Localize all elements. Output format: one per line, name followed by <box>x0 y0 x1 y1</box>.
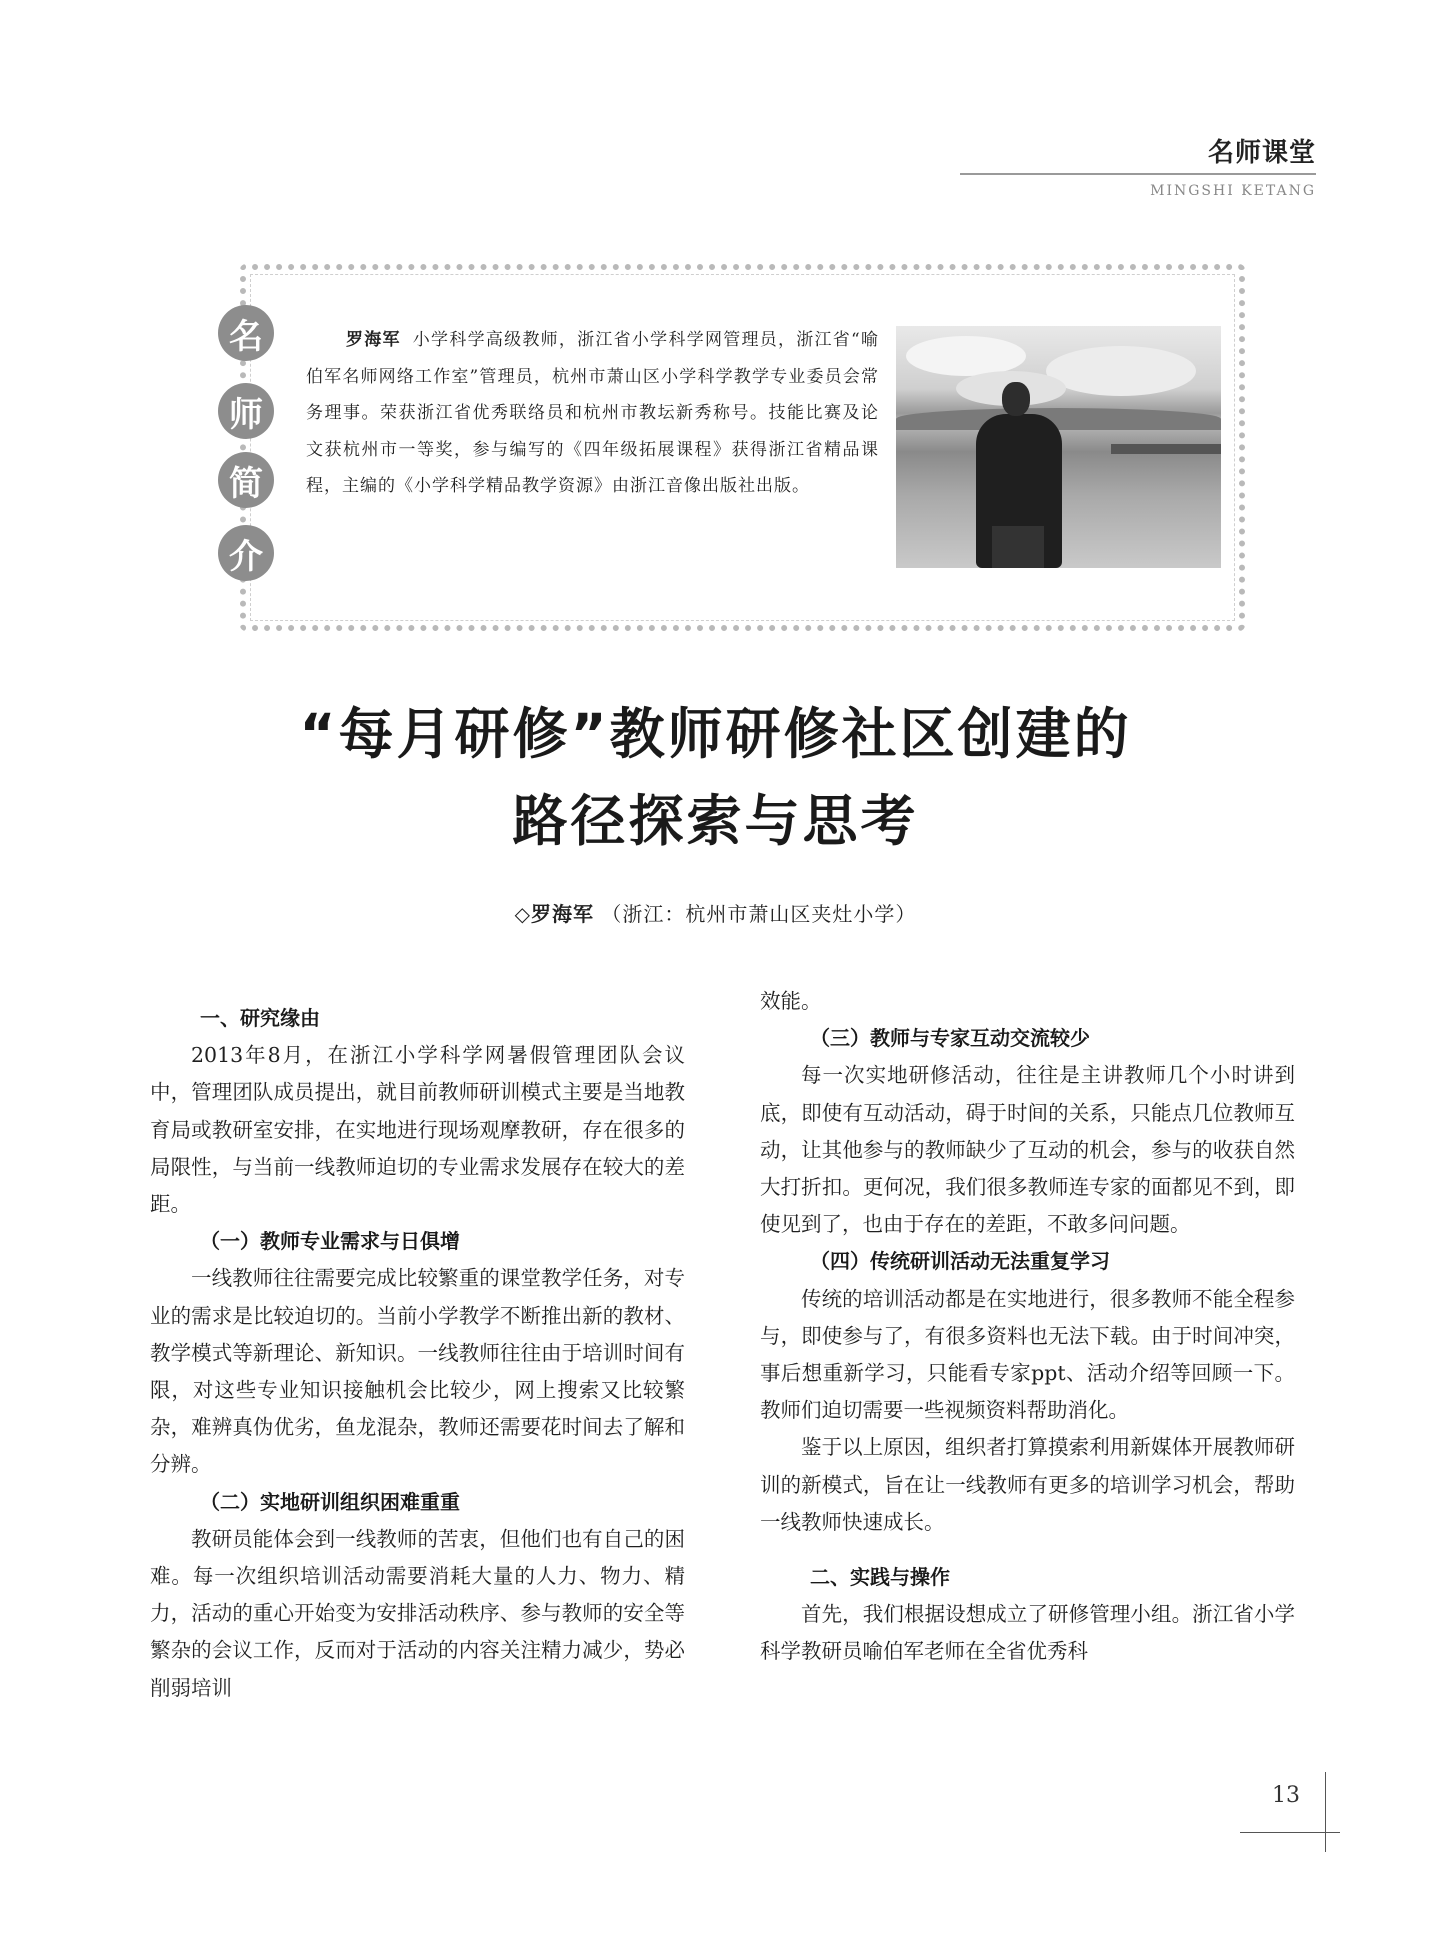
body-paragraph-continued: 效能。 <box>760 989 822 1013</box>
body-paragraph: 每一次实地研修活动，往往是主讲教师几个小时讲到底，即使有互动活动，碍于时间的关系，只能点几位教师互动，让其他参与的教师缺少了互动的机会，参与的收获自然大打折扣。更何况，我们很多教师连专家的面都见不到，即使见到了，也由于存在的差距，不敢多问问题。 <box>760 1063 1295 1237</box>
photo-person-head <box>1002 382 1030 416</box>
subsection-heading: （二）实地研训组织困难重重 <box>200 1489 460 1514</box>
section-subtitle: MINGSHI KETANG <box>1150 183 1316 199</box>
seal-char-2: 师 <box>218 383 274 439</box>
diamond-icon: ◇ <box>514 902 532 926</box>
author-photo <box>896 326 1221 568</box>
article-title-line-1: “每月研修”教师研修社区创建的 <box>299 702 1132 766</box>
seal-char-1: 名 <box>218 305 274 361</box>
photo-cloud <box>906 336 1026 376</box>
seal-char-3: 简 <box>218 452 274 508</box>
photo-hills <box>896 408 1221 430</box>
body-paragraph: 传统的培训活动都是在实地进行，很多教师不能全程参与，即使参与了，有很多资料也无法下载。由于时间冲突，事后想重新学习，只能看专家ppt、活动介绍等回顾一下。教师们迫切需要一些视频资料帮助消化。 <box>760 1286 1295 1423</box>
photo-pier <box>1111 444 1221 454</box>
bio-text <box>306 322 879 505</box>
body-paragraph: 教研员能体会到一线教师的苦衷，但他们也有自己的困难。每一次组织培训活动需要消耗大量的人力、物力、精力，活动的重心开始变为安排活动秩序、参与教师的安全等繁杂的会议工作，反而对于活动的内容关注精力减少，势必削弱培训 <box>150 1526 685 1700</box>
crop-mark-horizontal <box>1240 1832 1340 1833</box>
body-paragraph: 2013年8月，在浙江小学科学网暑假管理团队会议中，管理团队成员提出，就目前教师研训模式主要是当地教育局或教研室安排，在实地进行现场观摩教研，存在很多的局限性，与当前一线教师迫切的专业需求发展存在较大的差距。 <box>150 1043 685 1217</box>
subsection-heading: （一）教师专业需求与日俱增 <box>200 1229 460 1254</box>
byline-author: 罗海军 <box>531 902 595 926</box>
photo-person-legs <box>992 526 1044 568</box>
section-title: 名师课堂 <box>1207 138 1316 168</box>
seal-char-4: 介 <box>218 525 274 581</box>
body-paragraph: 鉴于以上原因，组织者打算摸索利用新媒体开展教师研训的新模式，旨在让一线教师有更多的培训学习机会，帮助一线教师快速成长。 <box>760 1435 1295 1534</box>
photo-cloud <box>1046 346 1196 396</box>
subsection-heading: （三）教师与专家互动交流较少 <box>810 1026 1090 1051</box>
page-number: 13 <box>1272 1783 1300 1808</box>
subsection-heading: （四）传统研训活动无法重复学习 <box>810 1249 1110 1274</box>
crop-mark-vertical <box>1325 1772 1326 1852</box>
bio-name: 罗海军 <box>346 330 401 350</box>
byline-affiliation: （浙江：杭州市萧山区夹灶小学） <box>601 902 917 926</box>
body-column-right <box>760 983 1295 1671</box>
byline <box>0 898 1431 927</box>
header-divider <box>960 173 1316 175</box>
body-paragraph: 一线教师往往需要完成比较繁重的课堂教学任务，对专业的需求是比较迫切的。当前小学教学不断推出新的教材、教学模式等新理论、新知识。一线教师往往由于培训时间有限，对这些专业知识接触机会比较少，网上搜索又比较繁杂，难辨真伪优劣，鱼龙混杂，教师还需要花时间去了解和分辨。 <box>150 1266 685 1477</box>
body-column-left <box>150 1000 685 1707</box>
section-heading: 一、研究缘由 <box>200 1006 320 1030</box>
article-title-line-2: 路径探索与思考 <box>512 789 919 853</box>
bio-description: 小学科学高级教师，浙江省小学科学网管理员，浙江省“喻伯军名师网络工作室”管理员，杭州市萧山区小学科学教学专业委员会常务理事。荣获浙江省优秀联络员和杭州市教坛新秀称号。技能比赛及论文获杭州市一等奖，参与编写的《四年级拓展课程》获得浙江省精品课程，主编的《小学科学精品教学资源》由浙江音像出版社出版。 <box>306 330 880 496</box>
section-heading: 二、实践与操作 <box>810 1565 950 1590</box>
body-paragraph: 首先，我们根据设想成立了研修管理小组。浙江省小学科学教研员喻伯军老师在全省优秀科 <box>760 1602 1295 1664</box>
